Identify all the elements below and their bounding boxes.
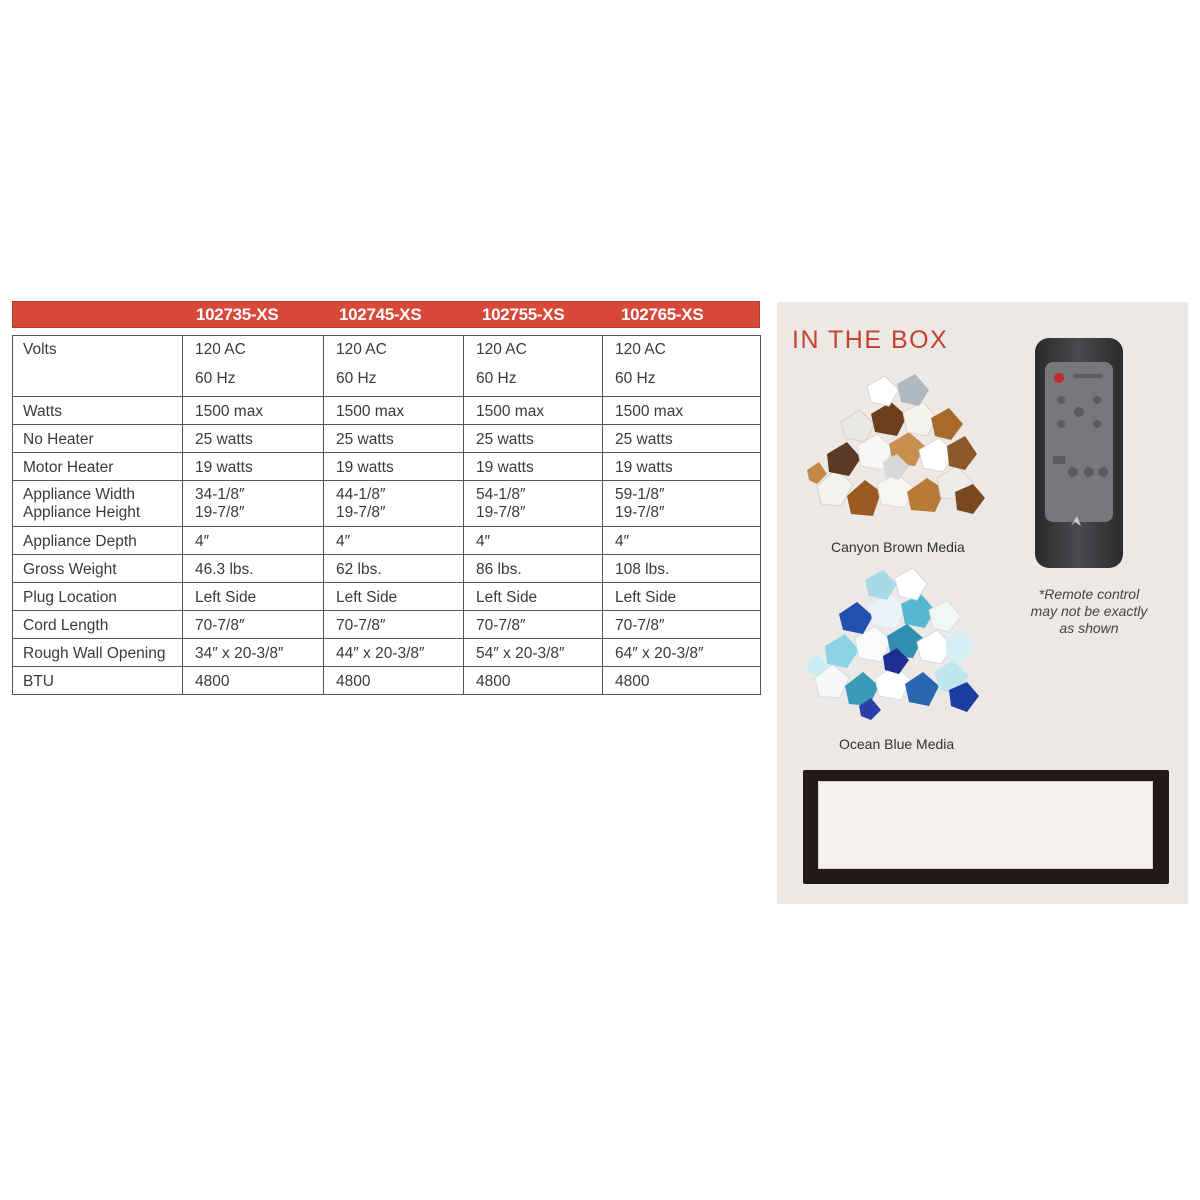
row-label: Cord Length — [13, 611, 183, 639]
ocean-blue-media-image — [799, 566, 995, 732]
table-cell: 19 watts — [464, 453, 603, 481]
table-row-no-heater — [13, 425, 761, 453]
row-label: Appliance Width Appliance Height — [13, 481, 183, 527]
table-cell: 34-1/8″ 19-7/8″ — [183, 481, 324, 527]
table-cell: 54″ x 20-3/8″ — [464, 639, 603, 667]
table-cell: 4″ — [603, 527, 761, 555]
table-row-rough-wall-opening — [13, 639, 761, 667]
model-header-1: 102735-XS — [196, 305, 279, 324]
table-cell: Left Side — [183, 583, 324, 611]
trim-frame-opening — [818, 781, 1153, 869]
table-cell: 54-1/8″ 19-7/8″ — [464, 481, 603, 527]
table-cell: 4800 — [183, 667, 324, 695]
row-label: Watts — [13, 397, 183, 425]
model-header-4: 102765-XS — [621, 305, 704, 324]
table-cell: 25 watts — [183, 425, 324, 453]
row-label: Appliance Depth — [13, 527, 183, 555]
ocean-blue-media-label: Ocean Blue Media — [839, 736, 955, 752]
row-label: BTU — [13, 667, 183, 695]
in-the-box-panel — [777, 302, 1188, 904]
spec-table — [12, 335, 761, 695]
table-cell: 4″ — [324, 527, 464, 555]
table-row-appliance-width-height — [13, 481, 761, 527]
remote-control-image — [1031, 336, 1127, 570]
table-row-motor-heater — [13, 453, 761, 481]
trim-frame-image — [803, 770, 1169, 884]
table-cell: 34″ x 20-3/8″ — [183, 639, 324, 667]
table-cell: 19 watts — [603, 453, 761, 481]
table-cell: 1500 max — [183, 397, 324, 425]
table-cell: 70-7/8″ — [183, 611, 324, 639]
table-cell: 120 AC 60 Hz — [183, 336, 324, 397]
table-cell: 44″ x 20-3/8″ — [324, 639, 464, 667]
table-cell: 19 watts — [183, 453, 324, 481]
table-cell: 59-1/8″ 19-7/8″ — [603, 481, 761, 527]
table-cell: 4″ — [183, 527, 324, 555]
table-row-btu — [13, 667, 761, 695]
table-cell: 120 AC 60 Hz — [464, 336, 603, 397]
table-cell: 62 lbs. — [324, 555, 464, 583]
remote-note: *Remote control may not be exactly as shown — [1030, 586, 1148, 636]
table-cell: 108 lbs. — [603, 555, 761, 583]
table-cell: Left Side — [603, 583, 761, 611]
table-cell: 64″ x 20-3/8″ — [603, 639, 761, 667]
table-cell: 44-1/8″ 19-7/8″ — [324, 481, 464, 527]
table-cell: 70-7/8″ — [324, 611, 464, 639]
table-cell: 4800 — [464, 667, 603, 695]
table-cell: 25 watts — [464, 425, 603, 453]
table-row-cord-length — [13, 611, 761, 639]
row-label: Volts — [13, 336, 183, 397]
model-header-bar — [12, 301, 760, 328]
table-row-gross-weight — [13, 555, 761, 583]
table-cell: 120 AC 60 Hz — [324, 336, 464, 397]
table-cell: 46.3 lbs. — [183, 555, 324, 583]
table-cell: 120 AC 60 Hz — [603, 336, 761, 397]
table-cell: 1500 max — [324, 397, 464, 425]
table-row-watts — [13, 397, 761, 425]
table-cell: Left Side — [324, 583, 464, 611]
row-label: Rough Wall Opening — [13, 639, 183, 667]
spec-table-section — [12, 301, 760, 690]
table-row-plug-location — [13, 583, 761, 611]
table-cell: 1500 max — [464, 397, 603, 425]
in-the-box-title: IN THE BOX — [792, 326, 949, 354]
model-header-2: 102745-XS — [339, 305, 422, 324]
canyon-brown-media-image — [797, 366, 997, 536]
table-row-volts — [13, 336, 761, 397]
table-cell: 4800 — [324, 667, 464, 695]
table-cell: 25 watts — [603, 425, 761, 453]
row-label: Gross Weight — [13, 555, 183, 583]
table-cell: 86 lbs. — [464, 555, 603, 583]
table-cell: 19 watts — [324, 453, 464, 481]
row-label: No Heater — [13, 425, 183, 453]
model-header-3: 102755-XS — [482, 305, 565, 324]
row-label: Motor Heater — [13, 453, 183, 481]
table-cell: Left Side — [464, 583, 603, 611]
table-cell: 4800 — [603, 667, 761, 695]
table-cell: 70-7/8″ — [603, 611, 761, 639]
table-row-appliance-depth — [13, 527, 761, 555]
table-cell: 25 watts — [324, 425, 464, 453]
canyon-brown-media-label: Canyon Brown Media — [831, 539, 965, 555]
table-cell: 1500 max — [603, 397, 761, 425]
row-label: Plug Location — [13, 583, 183, 611]
table-cell: 70-7/8″ — [464, 611, 603, 639]
table-cell: 4″ — [464, 527, 603, 555]
